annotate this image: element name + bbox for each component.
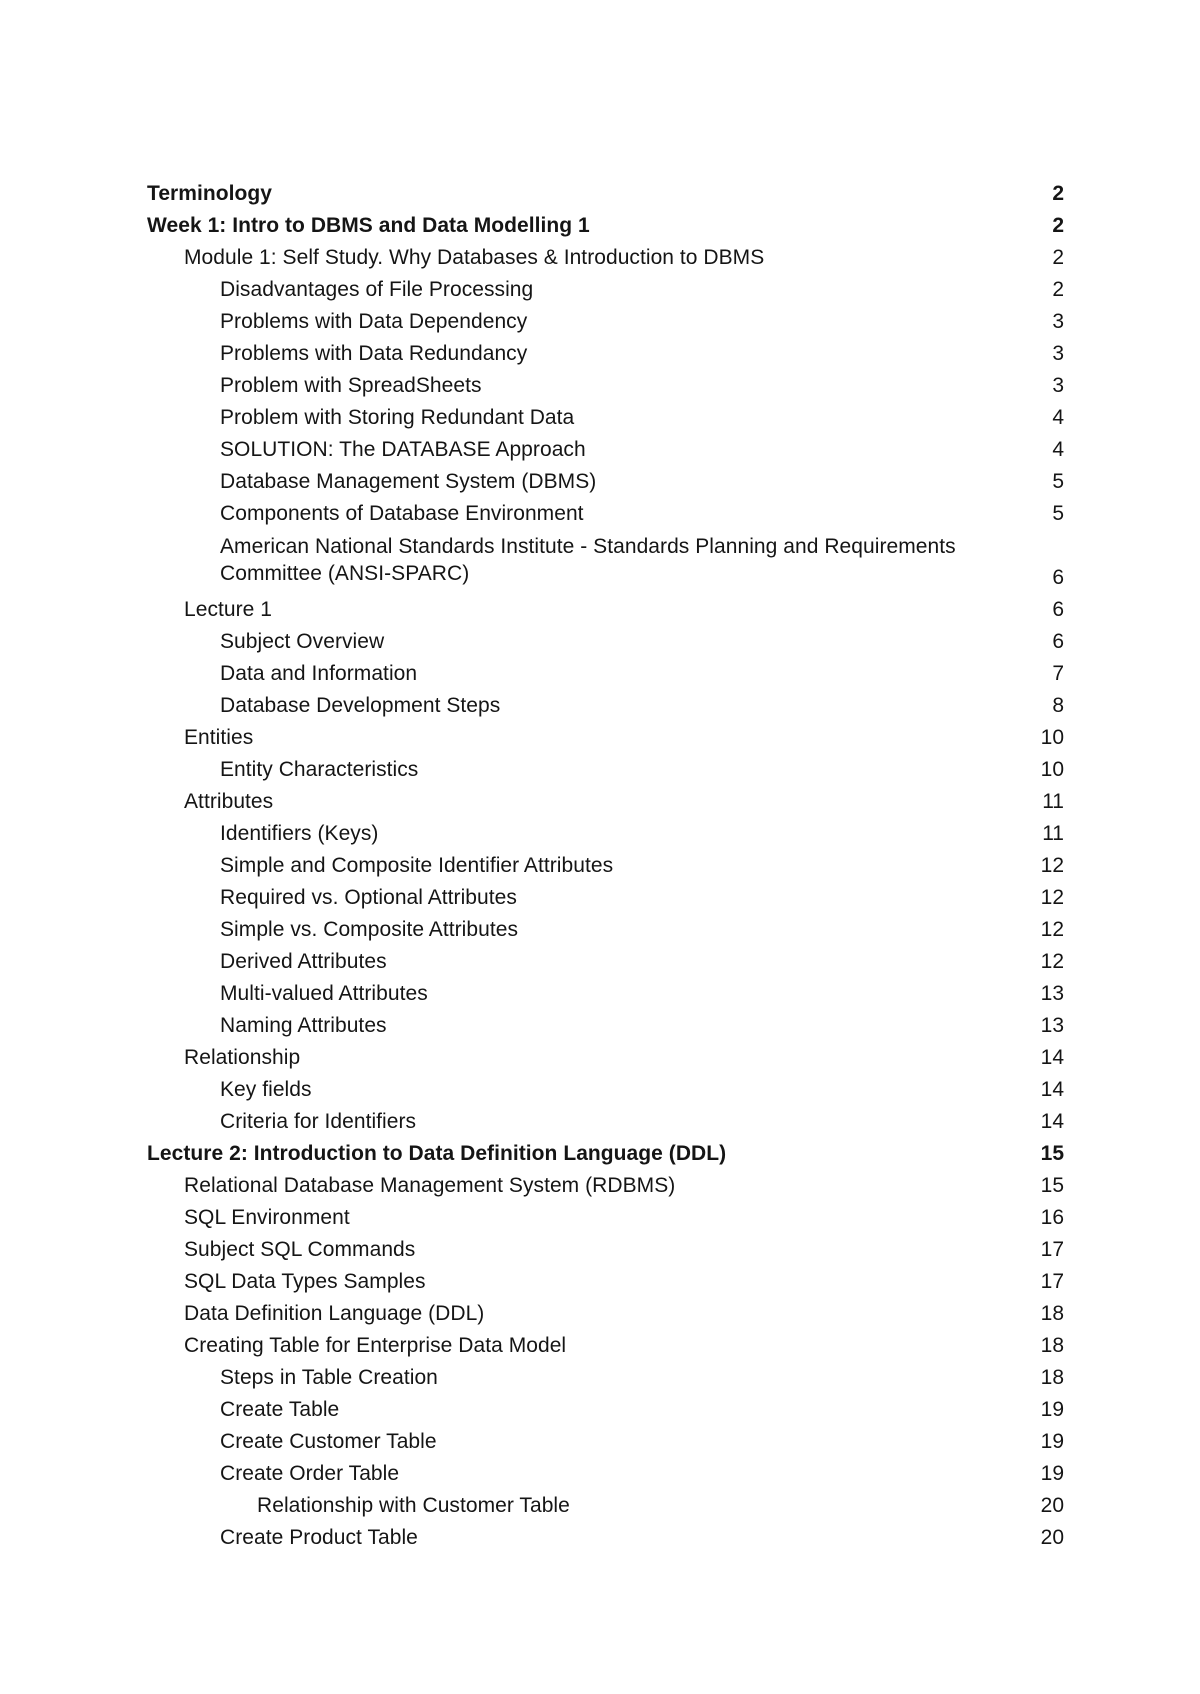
toc-entry-page-number[interactable]: 20 [1040, 1494, 1064, 1517]
toc-entry-title[interactable]: Subject Overview [220, 630, 385, 653]
toc-entry[interactable] [147, 946, 1064, 978]
toc-entry[interactable] [147, 498, 1064, 530]
toc-entry-title[interactable]: Multi-valued Attributes [220, 982, 428, 1005]
toc-entry-page-number[interactable]: 14 [1040, 1078, 1064, 1101]
toc-entry-page-number[interactable]: 12 [1040, 950, 1064, 973]
toc-entry-title[interactable]: Steps in Table Creation [220, 1366, 438, 1389]
toc-entry-page-number[interactable]: 2 [1052, 246, 1064, 269]
toc-entry[interactable] [147, 530, 1064, 594]
toc-entry-title[interactable]: Data and Information [220, 662, 418, 685]
toc-entry-page-number[interactable]: 14 [1040, 1110, 1064, 1133]
toc-entry[interactable] [147, 1266, 1064, 1298]
toc-entry[interactable] [147, 594, 1064, 626]
toc-entry-page-number[interactable]: 6 [1052, 566, 1064, 589]
toc-entry[interactable] [147, 850, 1064, 882]
toc-entry-page-number[interactable]: 19 [1040, 1430, 1064, 1453]
toc-entry-page-number[interactable]: 2 [1052, 214, 1064, 237]
toc-entry[interactable] [147, 1362, 1064, 1394]
toc-entry[interactable] [147, 1202, 1064, 1234]
toc-entry[interactable] [147, 754, 1064, 786]
toc-entry[interactable] [147, 370, 1064, 402]
toc-entry[interactable] [147, 818, 1064, 850]
toc-entry[interactable] [147, 626, 1064, 658]
toc-entry-page-number[interactable]: 15 [1040, 1174, 1064, 1197]
toc-entry-title[interactable]: Relationship [184, 1046, 301, 1069]
toc-entry-page-number[interactable]: 3 [1052, 374, 1064, 397]
toc-entry[interactable] [147, 1074, 1064, 1106]
toc-entry-page-number[interactable]: 8 [1052, 694, 1064, 717]
toc-entry-page-number[interactable]: 17 [1040, 1238, 1064, 1261]
toc-entry-title[interactable]: Required vs. Optional Attributes [220, 886, 517, 909]
toc-entry-title[interactable]: Attributes [184, 790, 274, 813]
toc-entry[interactable] [147, 914, 1064, 946]
toc-entry-title[interactable]: Create Product Table [220, 1526, 418, 1549]
toc-entry-page-number[interactable]: 5 [1052, 470, 1064, 493]
toc-entry-title[interactable]: American National Standards Institute - Standards Planning and Requirements Committee (ANSI-SPARC) [220, 535, 956, 585]
toc-entry-title[interactable]: SOLUTION: The DATABASE Approach [220, 438, 586, 461]
toc-entry[interactable] [147, 1490, 1064, 1522]
toc-entry[interactable] [147, 210, 1064, 242]
toc-entry-page-number[interactable]: 15 [1040, 1142, 1064, 1165]
toc-entry-title[interactable]: Relational Database Management System (RDBMS) [184, 1174, 676, 1197]
toc-entry-title[interactable]: Simple vs. Composite Attributes [220, 918, 519, 941]
toc-entry-title[interactable]: Lecture 2: Introduction to Data Definition Language (DDL) [147, 1142, 727, 1165]
toc-entry-title[interactable]: Module 1: Self Study. Why Databases & Introduction to DBMS [184, 246, 765, 269]
toc-entry[interactable] [147, 658, 1064, 690]
toc-entry-title[interactable]: Key fields [220, 1078, 312, 1101]
toc-entry[interactable] [147, 1042, 1064, 1074]
toc-entry-page-number[interactable]: 16 [1040, 1206, 1064, 1229]
toc-entry-title[interactable]: Identifiers (Keys) [220, 822, 379, 845]
toc-entry-page-number[interactable]: 14 [1040, 1046, 1064, 1069]
toc-entry-title[interactable]: Criteria for Identifiers [220, 1110, 417, 1133]
toc-entry-title[interactable]: Relationship with Customer Table [257, 1494, 570, 1517]
toc-entry-page-number[interactable]: 11 [1042, 790, 1064, 813]
toc-entry-page-number[interactable]: 6 [1052, 630, 1064, 653]
toc-entry-page-number[interactable]: 12 [1040, 854, 1064, 877]
toc-entry-page-number[interactable]: 7 [1052, 662, 1064, 685]
toc-entry-page-number[interactable]: 13 [1040, 982, 1064, 1005]
toc-entry-page-number[interactable]: 18 [1040, 1334, 1064, 1357]
toc-entry[interactable] [147, 1010, 1064, 1042]
toc-entry-title[interactable]: Week 1: Intro to DBMS and Data Modelling 1 [147, 214, 590, 237]
toc-entry-page-number[interactable]: 13 [1040, 1014, 1064, 1037]
toc-entry-page-number[interactable]: 2 [1052, 182, 1064, 205]
toc-entry-title[interactable]: Problem with Storing Redundant Data [220, 406, 575, 429]
toc-entry-page-number[interactable]: 19 [1040, 1462, 1064, 1485]
toc-entry-title[interactable]: Naming Attributes [220, 1014, 387, 1037]
toc-entry-page-number[interactable]: 4 [1052, 438, 1064, 461]
toc-entry-title[interactable]: Entities [184, 726, 254, 749]
toc-entry-page-number[interactable]: 6 [1052, 598, 1064, 621]
toc-entry[interactable] [147, 1106, 1064, 1138]
toc-entry-title[interactable]: Components of Database Environment [220, 502, 584, 525]
toc-entry-page-number[interactable]: 11 [1042, 822, 1064, 845]
toc-entry[interactable] [147, 434, 1064, 466]
toc-entry-page-number[interactable]: 18 [1040, 1366, 1064, 1389]
toc-entry-page-number[interactable]: 18 [1040, 1302, 1064, 1325]
toc-entry-title[interactable]: Disadvantages of File Processing [220, 278, 534, 301]
toc-entry-page-number[interactable]: 3 [1052, 342, 1064, 365]
toc-entry[interactable] [147, 978, 1064, 1010]
toc-entry-page-number[interactable]: 4 [1052, 406, 1064, 429]
toc-entry[interactable] [147, 1298, 1064, 1330]
toc-entry-title[interactable]: Create Order Table [220, 1462, 400, 1485]
toc-entry-page-number[interactable]: 12 [1040, 918, 1064, 941]
toc-entry[interactable] [147, 786, 1064, 818]
toc-entry-title[interactable]: Creating Table for Enterprise Data Model [184, 1334, 567, 1357]
toc-entry-page-number[interactable]: 12 [1040, 886, 1064, 909]
toc-entry[interactable] [147, 882, 1064, 914]
toc-entry[interactable] [147, 1170, 1064, 1202]
toc-entry-title[interactable]: Database Management System (DBMS) [220, 470, 597, 493]
toc-entry-page-number[interactable]: 3 [1052, 310, 1064, 333]
toc-entry[interactable] [147, 722, 1064, 754]
toc-entry[interactable] [147, 178, 1064, 210]
toc-entry-title[interactable]: Problem with SpreadSheets [220, 374, 482, 397]
toc-entry-title[interactable]: Simple and Composite Identifier Attributes [220, 854, 614, 877]
toc-entry[interactable] [147, 338, 1064, 370]
toc-entry[interactable] [147, 1330, 1064, 1362]
toc-entry-page-number[interactable]: 19 [1040, 1398, 1064, 1421]
toc-entry-title[interactable]: SQL Environment [184, 1206, 350, 1229]
toc-entry-title[interactable]: Problems with Data Redundancy [220, 342, 528, 365]
toc-entry-title[interactable]: Subject SQL Commands [184, 1238, 416, 1261]
toc-entry-title[interactable]: Derived Attributes [220, 950, 387, 973]
toc-entry-title[interactable]: Database Development Steps [220, 694, 501, 717]
table-of-contents [147, 178, 1064, 1554]
toc-entry-page-number[interactable]: 10 [1040, 758, 1064, 781]
toc-entry[interactable] [147, 274, 1064, 306]
toc-entry[interactable] [147, 1458, 1064, 1490]
toc-entry[interactable] [147, 242, 1064, 274]
toc-entry-title[interactable]: Create Customer Table [220, 1430, 437, 1453]
toc-entry[interactable] [147, 1234, 1064, 1266]
toc-entry-title[interactable]: Terminology [147, 182, 273, 205]
toc-entry-title[interactable]: Problems with Data Dependency [220, 310, 528, 333]
toc-entry[interactable] [147, 466, 1064, 498]
toc-entry[interactable] [147, 1394, 1064, 1426]
toc-entry[interactable] [147, 1138, 1064, 1170]
toc-entry[interactable] [147, 1426, 1064, 1458]
toc-entry-title[interactable]: Entity Characteristics [220, 758, 419, 781]
toc-entry[interactable] [147, 1522, 1064, 1554]
toc-entry-title[interactable]: Create Table [220, 1398, 340, 1421]
toc-entry-page-number[interactable]: 17 [1040, 1270, 1064, 1293]
toc-entry[interactable] [147, 690, 1064, 722]
toc-entry-page-number[interactable]: 2 [1052, 278, 1064, 301]
toc-entry-page-number[interactable]: 20 [1040, 1526, 1064, 1549]
toc-entry-page-number[interactable]: 10 [1040, 726, 1064, 749]
toc-entry-title[interactable]: Lecture 1 [184, 598, 273, 621]
toc-entry-title[interactable]: Data Definition Language (DDL) [184, 1302, 485, 1325]
toc-entry[interactable] [147, 402, 1064, 434]
toc-entry[interactable] [147, 306, 1064, 338]
toc-entry-title[interactable]: SQL Data Types Samples [184, 1270, 426, 1293]
toc-entry-page-number[interactable]: 5 [1052, 502, 1064, 525]
